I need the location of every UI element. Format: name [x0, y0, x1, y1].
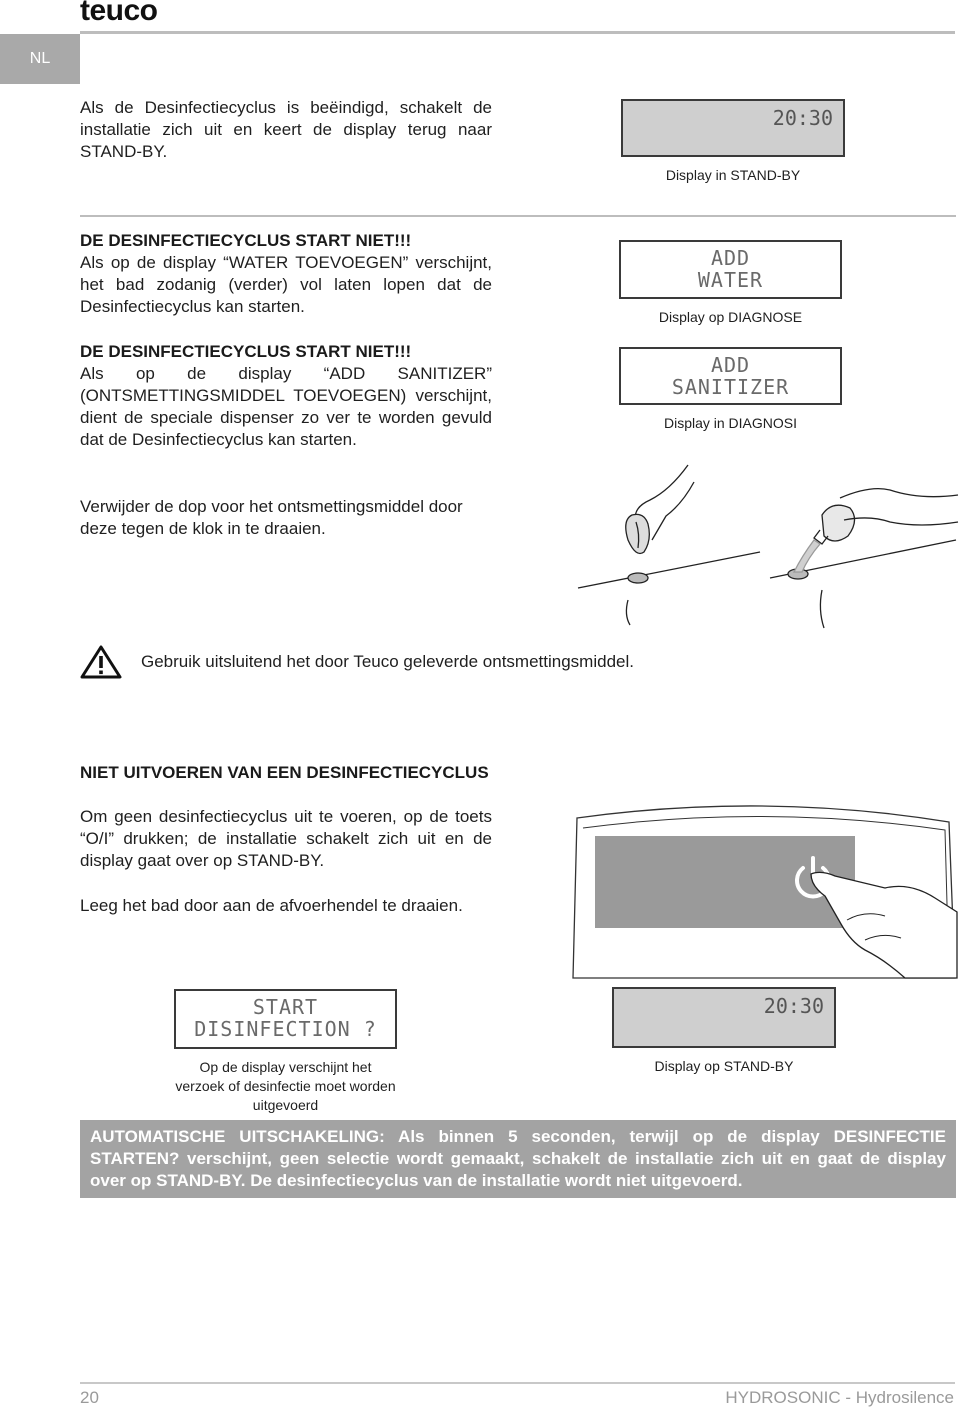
display-add-sanitizer-line2: SANITIZER [671, 375, 790, 399]
display-add-water-line1: ADD [710, 246, 751, 270]
header-rule [80, 31, 955, 34]
section-divider [80, 215, 956, 217]
display-start-line1: START [252, 995, 319, 1019]
heading-no-start-2: DE DESINFECTIECYCLUS START NIET!!! [80, 342, 412, 361]
display-add-water [619, 240, 842, 299]
remove-cap-text: Verwijder de dop voor het ontsmettingsmiddel door deze tegen de klok in te draaien. [80, 497, 463, 538]
left-hand-wrist [652, 482, 694, 540]
display-add-water-caption: Display op DIAGNOSE [658, 309, 803, 325]
display-standby-1-caption: Display in STAND-BY [665, 167, 801, 183]
cap-hole-left [628, 573, 648, 583]
add-water-text: Als op de display “WATER TOEVOEGEN” verschijnt, het bad zodanig (verder) vol laten lopen dat de Desinfectiecyclus kan starten. [80, 253, 492, 316]
sanitizer-illustration [570, 460, 960, 630]
display-start-line2: DISINFECTION ? [194, 1017, 377, 1041]
right-hand-wrist [844, 518, 958, 525]
display-standby-2 [612, 987, 836, 1048]
language-tab: NL [0, 34, 80, 84]
sanitizer-stream [794, 540, 820, 572]
display-standby-1-text: 20:30 [772, 106, 833, 130]
heading-skip-cycle: NIET UITVOEREN VAN EEN DESINFECTIECYCLUS [80, 763, 489, 782]
display-add-water-line2: WATER [697, 268, 764, 292]
deck-curve-right [820, 590, 824, 628]
standby-text: Als de Desinfectiecyclus is beëindigd, schakelt de installatie zich uit en keert de display terug naar STAND-BY. [80, 98, 492, 161]
display-add-sanitizer-caption: Display in DIAGNOSI [663, 415, 798, 431]
deck-line-left [578, 552, 760, 588]
add-sanitizer-text: Als op de display “ADD SANITIZER” (ONTSMETTINGSMIDDEL TOEVOEGEN) verschijnt, dient de speciale dispenser zo ver te worden gevuld dat de Desinfectiecyclus kan starten. [80, 364, 492, 449]
warning-triangle-icon [80, 645, 122, 679]
heading-no-start-1: DE DESINFECTIECYCLUS START NIET!!! [80, 231, 412, 250]
auto-shutdown-notice: AUTOMATISCHE UITSCHAKELING: Als binnen 5 seconden, terwijl op de display DESINFECTIE STARTEN? verschijnt, geen selectie wordt gemaakt, schakelt de installatie zich uit en gaat de display over op STAND-BY. De desinfectiecyclus van de installatie wordt niet uitgevoerd. [80, 1120, 956, 1198]
skip-cycle-text: Om geen desinfectiecyclus uit te voeren, op de toets “O/I” drukken; de installatie schakelt zich uit en de display gaat over op STAND-BY. [80, 807, 492, 870]
product-name: HYDROSONIC - Hydrosilence [725, 1388, 954, 1407]
display-add-sanitizer [619, 347, 842, 405]
page-number: 20 [80, 1388, 99, 1407]
display-add-sanitizer-line1: ADD [710, 353, 751, 377]
control-panel-illustration [565, 800, 960, 980]
display-standby-1 [621, 99, 845, 157]
display-start-disinfection [174, 989, 397, 1049]
brand-logo: teuco [80, 0, 158, 27]
display-standby-2-text: 20:30 [763, 994, 824, 1018]
right-hand-arm [840, 489, 958, 498]
sanitizer-bottle [822, 505, 855, 541]
warning-text: Gebruik uitsluitend het door Teuco geleverde ontsmettingsmiddel. [141, 652, 634, 671]
footer-rule [80, 1382, 955, 1384]
display-standby-2-caption: Display op STAND-BY [654, 1058, 794, 1074]
drain-text: Leeg het bad door aan de afvoerhendel te draaien. [80, 896, 463, 915]
display-start-caption: Op de display verschijnt het verzoek of desinfectie moet worden uitgevoerd [175, 1059, 396, 1113]
deck-curve-left [626, 600, 630, 625]
